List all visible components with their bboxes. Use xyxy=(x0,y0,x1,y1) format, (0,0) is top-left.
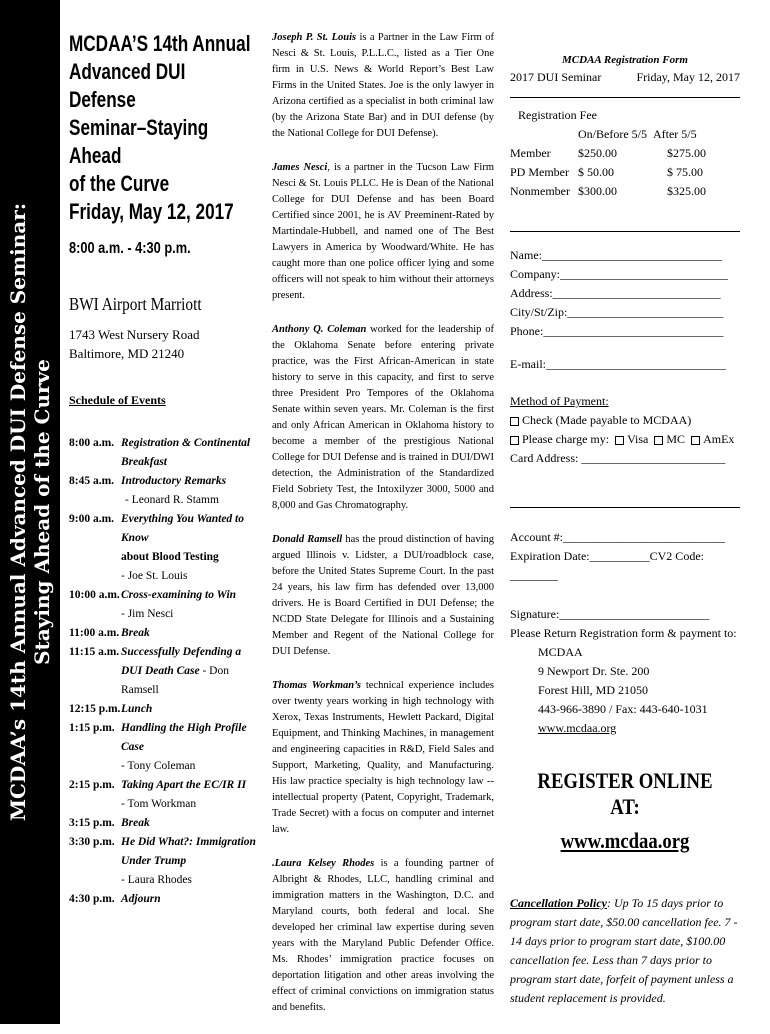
event-title: Cross-examining to Win xyxy=(121,589,237,601)
card-address-field[interactable]: Card Address: ________________________ xyxy=(510,451,726,465)
field-label: Company: xyxy=(510,267,560,281)
fee-after: $275.00 xyxy=(666,146,706,160)
schedule-list xyxy=(69,434,259,909)
speaker-bio-text: is a founding partner of Albright & Rhodes, LLC, handling criminal and immigration matters in the Washington, D.C. and Maryland courts, both federal and local. She developed her criminal law expertise during seven years with the Maryland Public Defender Office. Ms. Rhodes’ immigration practice focuses on deportation litigation and other areas involving the effect of criminal convictions on immigration status and benefits. xyxy=(272,858,494,1013)
payment-check-option[interactable] xyxy=(510,411,740,430)
speaker-name: Joseph P. St. Louis xyxy=(272,32,357,43)
event-time: 8:00 a.m. xyxy=(69,437,115,449)
schedule-item xyxy=(69,776,259,814)
event-time: 11:00 a.m. xyxy=(69,627,120,639)
fee-after: $ 75.00 xyxy=(666,165,703,179)
field-label: Address: xyxy=(510,286,553,300)
sidebar-title-line1: MCDAA’s 14th Annual Advanced DUI Defense Seminar: xyxy=(6,202,30,822)
sidebar-title xyxy=(6,203,54,821)
website-link[interactable]: www.mcdaa.org xyxy=(538,721,617,735)
event-speaker: - Jim Nesci xyxy=(121,608,174,620)
speaker-bio xyxy=(272,532,494,660)
field-label: Account #: xyxy=(510,530,563,544)
registration-form xyxy=(510,54,740,1008)
event-title: Registration & Continental Breakfast xyxy=(121,437,251,468)
event-title: Everything You Wanted to Know xyxy=(121,513,245,544)
event-speaker: - Joe St. Louis xyxy=(121,570,188,582)
field-label: Signature: xyxy=(510,607,560,621)
venue-address xyxy=(69,325,259,363)
payment-section xyxy=(510,392,740,624)
field-label: Card Address: xyxy=(510,451,579,465)
schedule-item xyxy=(69,472,259,510)
fee-table xyxy=(510,125,712,201)
schedule-item xyxy=(69,833,259,890)
speaker-bio xyxy=(272,30,494,142)
speaker-bio xyxy=(272,160,494,304)
field-label: City/St/Zip: xyxy=(510,305,568,319)
address-line: Baltimore, MD 21240 xyxy=(69,346,185,361)
schedule-heading: Schedule of Events xyxy=(69,393,166,407)
event-title: Break xyxy=(121,627,150,639)
seminar-name: 2017 DUI Seminar xyxy=(510,70,602,84)
sidebar-band xyxy=(0,0,60,1024)
checkbox-icon[interactable] xyxy=(615,436,624,445)
fee-row xyxy=(510,144,712,163)
payment-check-label: Check (Made payable to MCDAA) xyxy=(522,413,692,427)
fee-type: Nonmember xyxy=(510,184,570,198)
speaker-bio xyxy=(272,678,494,838)
schedule-item xyxy=(69,510,259,586)
signature-field[interactable]: Signature:_________________________ xyxy=(510,607,710,621)
fee-after: $325.00 xyxy=(666,184,706,198)
payment-heading: Method of Payment: xyxy=(510,394,609,408)
card-visa-label: Visa xyxy=(627,432,649,446)
event-speaker: - Tom Workman xyxy=(121,798,197,810)
event-time: 2:15 p.m. xyxy=(69,779,115,791)
event-speaker: - Laura Rhodes xyxy=(121,874,192,886)
event-title: Adjourn xyxy=(121,893,161,905)
cancellation-heading: Cancellation Policy xyxy=(510,896,607,910)
event-time: 10:00 a.m. xyxy=(69,589,120,601)
schedule-item xyxy=(69,719,259,776)
event-info-column xyxy=(69,30,259,909)
divider xyxy=(510,97,740,98)
schedule-item xyxy=(69,624,259,643)
return-line: MCDAA xyxy=(538,645,583,659)
event-date: Friday, May 12, 2017 xyxy=(69,199,234,224)
account-field[interactable]: Account #:___________________________ xyxy=(510,530,725,544)
schedule-item xyxy=(69,586,259,624)
field-label: Expiration Date: xyxy=(510,549,590,563)
sidebar-title-line2: Staying Ahead of the Curve xyxy=(30,359,54,665)
checkbox-icon[interactable] xyxy=(510,436,519,445)
payment-charge-option[interactable] xyxy=(510,430,740,449)
title-line: MCDAA’S 14th Annual xyxy=(69,31,251,56)
schedule-item xyxy=(69,890,259,909)
expiration-field[interactable]: Expiration Date:__________CV2 Code: ________ xyxy=(510,549,704,582)
checkbox-icon[interactable] xyxy=(691,436,700,445)
event-title: Taking Apart the EC/IR II xyxy=(121,779,247,791)
title-line: Advanced DUI Defense xyxy=(69,59,186,112)
event-title: Introductory Remarks xyxy=(121,475,227,487)
return-line: 9 Newport Dr. Ste. 200 xyxy=(538,664,650,678)
fee-before: $ 50.00 xyxy=(578,165,614,179)
field-label: Phone: xyxy=(510,324,544,338)
fee-type: PD Member xyxy=(510,165,569,179)
speaker-bio-text: technical experience includes over twenty years working in high technology with Xerox, Texas Instruments, Hewlett Packard, Digital Equipment, and Thinking Machines, in management and engineering capacities in R&D, Field Sales and Support, Marketing, Quality, and Manufacturing. His law practice specialty is high technology law -- intellectual property (Patent, Copyright, Trademark, Trade Secret) with a focus on computer and internet law. xyxy=(272,680,494,835)
event-title-continued: about Blood Testing xyxy=(121,551,219,563)
company-field[interactable]: Company:____________________________ xyxy=(510,267,728,281)
title-line: of the Curve xyxy=(69,171,170,196)
speaker-bio-text: worked for the leadership of the Oklahoma Senate before entering private practice, was the First African-American in state history to serve in this capacity, and first to serve three President Pro Tempores of the Oklahoma Senate within seven years. Mr. Coleman is the first and only African American in Oklahoma history to become a member of the prestigious National College for DUI Defense and is trained in DUI/DWI detection, the Administration of the Standardized Field Sobriety Test, the Intoxilyzer 3000, 5000 and 8,000 and Gas Chromatography. xyxy=(272,324,494,511)
register-online-heading: REGISTER ONLINE AT: xyxy=(537,768,713,819)
title-line: Seminar–Staying Ahead xyxy=(69,115,209,168)
event-time: 8:45 a.m. xyxy=(69,475,115,487)
cancellation-policy xyxy=(510,894,740,1008)
field-label: E-mail: xyxy=(510,357,546,371)
return-line: Forest Hill, MD 21050 xyxy=(538,683,649,697)
card-amex-label: AmEx xyxy=(703,432,735,446)
cancellation-text: : Up To 15 days prior to program start date, $50.00 cancellation fee. 7 - 14 days prior to program start date, $100.00 cancellation fee. Less than 7 days prior to program start date, forfeit of payment unless a student replacement is provided. xyxy=(510,896,738,1005)
event-time: 11:15 a.m. xyxy=(69,646,120,658)
event-title: Handling the High Profile Case xyxy=(121,722,247,753)
schedule-item xyxy=(69,643,259,700)
fee-type: Member xyxy=(510,146,551,160)
event-speaker: - Leonard R. Stamm xyxy=(125,494,219,506)
field-label: Name: xyxy=(510,248,542,262)
address-line: 1743 West Nursery Road xyxy=(69,327,200,342)
address-field[interactable]: Address:____________________________ xyxy=(510,286,721,300)
event-time: 9:00 a.m. xyxy=(69,513,115,525)
fee-row xyxy=(510,163,712,182)
return-line: 443-966-3890 / Fax: 443-640-1031 xyxy=(538,702,708,716)
speaker-bio-text: , is a partner in the Tucson Law Firm Nesci & St. Louis PLLC. He is Dean of the National College for DUI Defense and has been Board Certified since 2001, he is AV Preeminent-Rated by Martindale-Hubbell, and named one of The Best Lawyers in America by Woodward/White. He has caught more than one police officer lying and some officers will not speak to him without their attorneys present. xyxy=(272,162,494,301)
city-state-zip-field[interactable]: City/St/Zip:__________________________ xyxy=(510,305,724,319)
event-title: Successfully Defending a DUI Death Case xyxy=(121,646,242,677)
email-field[interactable]: E-mail:______________________________ xyxy=(510,357,726,371)
fee-row xyxy=(510,182,712,201)
schedule-item xyxy=(69,814,259,833)
page-title xyxy=(69,30,259,226)
fee-heading: Registration Fee xyxy=(518,108,597,122)
register-online-link[interactable]: www.mcdaa.org xyxy=(560,828,690,853)
event-time: 4:30 p.m. xyxy=(69,893,115,905)
return-instructions: Please Return Registration form & payment to: xyxy=(510,626,737,640)
card-mc-label: MC xyxy=(666,432,686,446)
fee-header-row xyxy=(510,125,712,144)
fee-column-header: On/Before 5/5 xyxy=(578,127,647,141)
fee-before: $300.00 xyxy=(578,184,617,198)
speaker-bio xyxy=(272,322,494,514)
name-field[interactable]: Name:______________________________ xyxy=(510,248,722,262)
speaker-name: James Nesci xyxy=(272,162,328,173)
fee-column-header: After 5/5 xyxy=(652,127,697,141)
schedule-item xyxy=(69,434,259,472)
event-title: Lunch xyxy=(121,703,153,715)
phone-field[interactable]: Phone:______________________________ xyxy=(510,324,724,338)
divider xyxy=(510,231,740,232)
field-label: CV2 Code: xyxy=(649,549,704,563)
speaker-name: Thomas Workman’s xyxy=(272,680,361,691)
speaker-bio-text: is a Partner in the Law Firm of Nesci & St. Louis, P.L.L.C., listed as a Tier One firm in U.S. News & World Report’s Best Law Firms in the United States. Joe is the only lawyer in Arizona certified as a specialist in both criminal law (by the Arizona State Bar) and in DUI defense (by the National College for DUI Defense). xyxy=(272,32,494,139)
event-title: He Did What?: Immigration Under Trump xyxy=(121,836,256,867)
registration-subheader xyxy=(510,70,740,85)
card-address-line[interactable] xyxy=(510,490,740,508)
event-time-range: 8:00 a.m. - 4:30 p.m. xyxy=(69,240,191,257)
seminar-date: Friday, May 12, 2017 xyxy=(636,70,740,84)
fee-before: $250.00 xyxy=(578,146,617,160)
speaker-bio-text: has the proud distinction of having argued Illinois v. Lidster, a DUI/roadblock case, before the United States Supreme Court. In the past 24 years, his law firm has defended over 13,000 drivers. He is Board Certified in DUI Defense; the NCDD State Delegate for Illinois and a Sustaining Member and Regent of the National College for DUI Defense. xyxy=(272,534,495,657)
event-time: 3:15 p.m. xyxy=(69,817,115,829)
contact-fields xyxy=(510,246,740,374)
speaker-name: .Laura Kelsey Rhodes xyxy=(272,858,375,869)
event-time: 3:30 p.m. xyxy=(69,836,115,848)
speaker-name: Anthony Q. Coleman xyxy=(272,324,367,335)
event-speaker: - Tony Coleman xyxy=(121,760,196,772)
event-speaker: - Don Ramsell xyxy=(121,665,229,696)
registration-title: MCDAA Registration Form xyxy=(562,54,688,66)
checkbox-icon[interactable] xyxy=(654,436,663,445)
speaker-bio xyxy=(272,856,494,1016)
checkbox-icon[interactable] xyxy=(510,417,519,426)
speaker-name: Donald Ramsell xyxy=(272,534,343,545)
event-time: 1:15 p.m. xyxy=(69,722,115,734)
fee-section xyxy=(510,106,740,201)
venue-name: BWI Airport Marriott xyxy=(69,294,202,314)
speaker-bios-column xyxy=(272,30,494,1034)
event-time: 12:15 p.m. xyxy=(69,703,121,715)
return-address xyxy=(510,624,740,738)
payment-charge-label: Please charge my: xyxy=(522,432,610,446)
event-title: Break xyxy=(121,817,150,829)
schedule-item xyxy=(69,700,259,719)
